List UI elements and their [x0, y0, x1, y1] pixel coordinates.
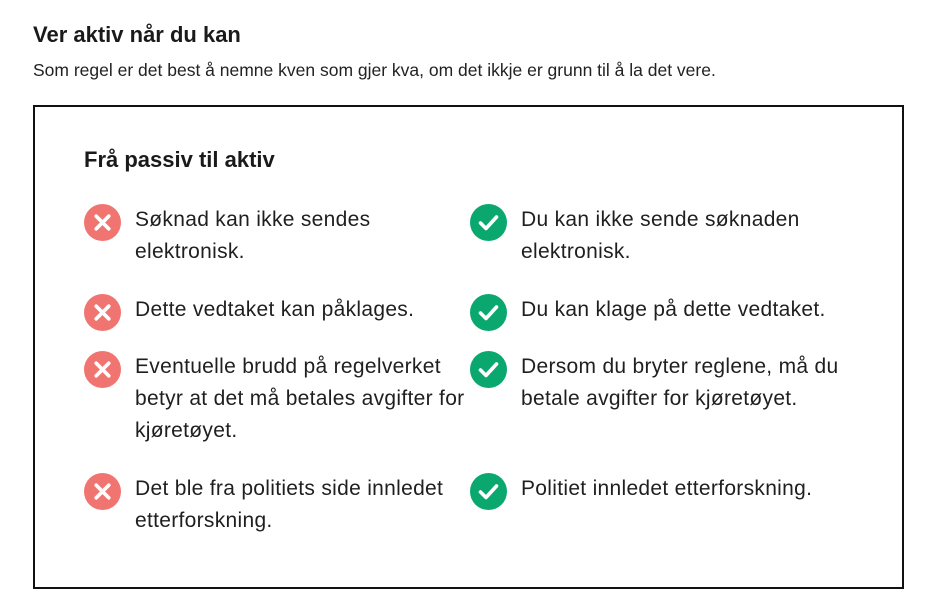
box-title: Frå passiv til aktiv	[84, 147, 275, 172]
active-example	[470, 351, 874, 473]
passive-example	[84, 204, 470, 294]
check-circle-icon	[470, 351, 507, 388]
active-example	[470, 294, 874, 351]
comparison-row	[84, 294, 874, 351]
cross-circle-icon	[84, 351, 121, 388]
passive-example-text: Det ble fra politiets side innledet etterforskning.	[135, 477, 444, 532]
cross-circle-icon	[84, 473, 121, 510]
passive-example-text: Eventuelle brudd på regelverket betyr at det må betales avgifter for kjøretøyet.	[135, 355, 465, 442]
passive-example-text: Dette vedtaket kan påklages.	[135, 298, 415, 321]
check-circle-icon	[470, 473, 507, 510]
passive-example-text: Søknad kan ikke sendes elektronisk.	[135, 208, 371, 263]
active-example-text: Du kan ikke sende søknaden elektronisk.	[521, 208, 800, 263]
passive-example	[84, 351, 470, 473]
passive-example	[84, 294, 470, 351]
cross-circle-icon	[84, 294, 121, 331]
check-circle-icon	[470, 294, 507, 331]
active-example-text: Politiet innledet etterforskning.	[521, 477, 813, 500]
active-example-text: Du kan klage på dette vedtaket.	[521, 298, 826, 321]
comparison-grid	[84, 204, 874, 543]
active-example	[470, 204, 874, 294]
example-box	[33, 105, 904, 589]
section-heading: Ver aktiv når du kan	[33, 22, 241, 47]
comparison-row	[84, 473, 874, 543]
comparison-row	[84, 204, 874, 294]
passive-example	[84, 473, 470, 543]
section-intro: Som regel er det best å nemne kven som gjer kva, om det ikkje er grunn til å la det vere.	[33, 60, 716, 80]
comparison-row	[84, 351, 874, 473]
active-example	[470, 473, 874, 543]
check-circle-icon	[470, 204, 507, 241]
active-example-text: Dersom du bryter reglene, må du betale avgifter for kjøretøyet.	[521, 355, 839, 410]
cross-circle-icon	[84, 204, 121, 241]
